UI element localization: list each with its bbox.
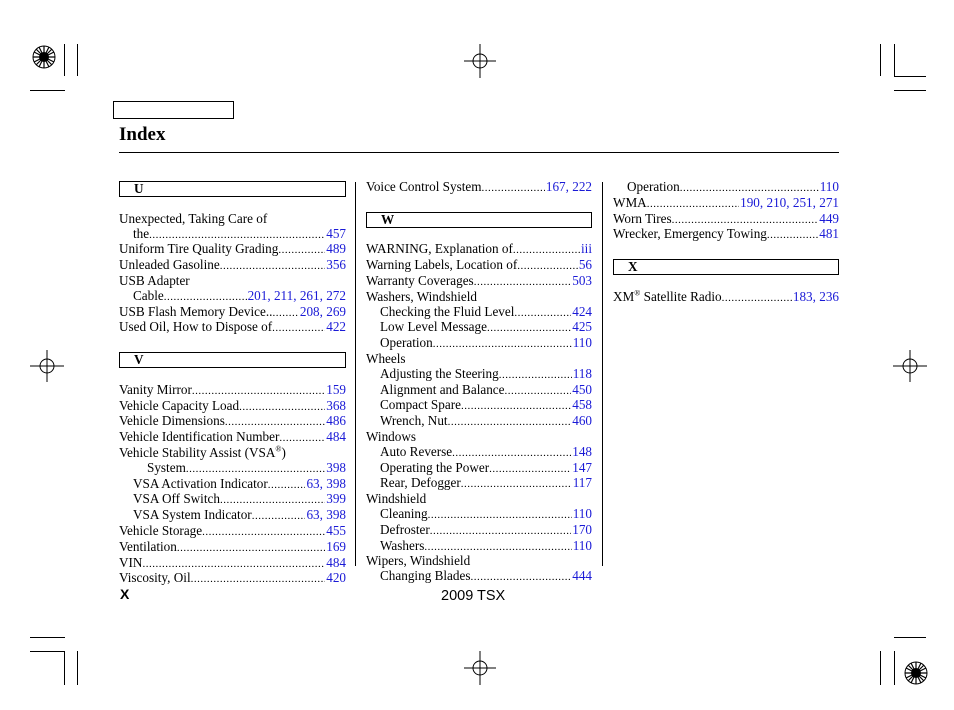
index-entry <box>366 383 592 399</box>
index-entry-text <box>366 258 517 274</box>
index-heading <box>366 352 592 367</box>
page-reference-link[interactable]: 110 <box>572 336 592 351</box>
dot-leader <box>505 383 572 399</box>
spacer <box>366 196 592 211</box>
index-entry-text <box>119 399 239 415</box>
dot-leader <box>225 414 325 430</box>
index-heading-text: Windows <box>366 428 417 444</box>
index-entry-text <box>380 336 433 352</box>
entry-label: VSA System Indicator <box>133 508 252 523</box>
crosshair-icon <box>464 651 496 685</box>
page-reference-link[interactable]: 457 <box>326 226 346 241</box>
column-divider <box>355 182 356 566</box>
entry-label: USB Flash Memory Device.. <box>119 304 273 319</box>
entry-label: Viscosity, Oil <box>119 571 191 586</box>
index-entry <box>119 414 346 430</box>
index-entry <box>366 274 592 290</box>
index-heading <box>119 446 346 461</box>
entry-label: VSA Off Switch <box>133 492 220 507</box>
index-entry-text <box>380 367 499 383</box>
dot-leader <box>487 320 571 336</box>
index-entry-text <box>147 461 186 477</box>
index-entry-text <box>380 445 452 461</box>
dot-leader <box>202 524 325 540</box>
index-entry-text <box>366 274 474 290</box>
dot-leader <box>142 556 325 572</box>
index-heading-suffix: ) <box>281 444 286 460</box>
section-letter-heading: V <box>119 352 346 368</box>
page-reference-link[interactable]: 147 <box>572 460 592 475</box>
index-entry-text <box>119 383 192 399</box>
section-letter-heading: X <box>613 259 839 275</box>
dot-leader <box>461 398 571 414</box>
crosshair-icon <box>893 350 927 382</box>
crosshair-icon <box>464 44 496 78</box>
index-entry-text <box>380 539 424 555</box>
index-heading <box>366 492 592 507</box>
index-entry-text <box>133 477 268 493</box>
index-entry <box>366 569 592 585</box>
index-entry-text <box>380 398 461 414</box>
page-reference-link[interactable]: 425 <box>572 320 592 335</box>
index-entry <box>366 305 592 321</box>
entry-label: Defroster <box>380 522 430 537</box>
index-entry <box>366 258 592 274</box>
dot-leader <box>149 227 325 243</box>
index-entry-text <box>119 242 278 258</box>
dot-leader <box>514 305 571 321</box>
entry-label: XM <box>613 289 635 304</box>
spacer <box>613 275 839 290</box>
index-entry-text <box>119 258 220 274</box>
dot-leader <box>470 569 571 585</box>
index-entry-text <box>627 180 680 196</box>
page-reference-link[interactable]: 110 <box>572 538 592 553</box>
index-entry-text <box>366 180 482 196</box>
entry-label: Vehicle Capacity Load <box>119 398 240 413</box>
page-reference-link[interactable]: 356 <box>326 258 346 273</box>
index-entry-text <box>366 242 513 258</box>
dot-leader <box>722 290 792 306</box>
page-reference-link[interactable]: iii <box>581 242 592 257</box>
dot-leader <box>452 445 571 461</box>
index-entry <box>366 507 592 523</box>
entry-label: Vehicle Storage <box>119 523 203 538</box>
index-entry <box>119 571 346 587</box>
spacer <box>613 243 839 258</box>
index-entry-text <box>613 227 767 243</box>
page-reference-link[interactable]: 420 <box>326 571 346 586</box>
entry-label: Compact Spare <box>380 398 461 413</box>
page-reference-link[interactable]: 190, 210, 251, 271 <box>740 195 839 210</box>
index-heading <box>366 554 592 569</box>
index-column-3 <box>613 180 839 306</box>
index-entry <box>119 320 346 336</box>
title-rule <box>119 152 839 153</box>
index-heading <box>366 290 592 305</box>
index-entry <box>119 383 346 399</box>
dot-leader <box>424 539 571 555</box>
dot-leader <box>428 507 572 523</box>
entry-label: Warning Labels, Location of <box>366 258 518 273</box>
page-reference-link[interactable]: 484 <box>326 555 346 570</box>
dot-leader <box>164 289 247 305</box>
section-letter-heading: U <box>119 181 346 197</box>
entry-label: Used Oil, How to Dispose of <box>119 320 273 335</box>
index-entry-text <box>380 476 461 492</box>
index-entry-text <box>380 461 489 477</box>
index-entry-text <box>133 508 252 524</box>
entry-label: Vanity Mirror <box>119 382 192 397</box>
entry-label: Warranty Coverages <box>366 273 474 288</box>
entry-label: Operation <box>380 336 433 351</box>
crosshair-icon <box>30 350 64 382</box>
dot-leader <box>680 180 819 196</box>
index-entry-text <box>133 227 149 243</box>
entry-label: Cleaning <box>380 506 428 521</box>
page-reference-link[interactable]: 63, 398 <box>306 476 346 491</box>
page-reference-link[interactable]: 450 <box>572 382 592 397</box>
dot-leader <box>272 320 325 336</box>
entry-label: Low Level Message <box>380 320 487 335</box>
spacer <box>119 197 346 212</box>
index-entry <box>366 336 592 352</box>
index-entry-text <box>613 196 647 212</box>
page-reference-link[interactable]: 399 <box>326 492 346 507</box>
dot-leader <box>220 492 325 508</box>
registration-sunburst-icon <box>903 660 929 686</box>
page-reference-link[interactable]: 170 <box>572 522 592 537</box>
page-reference-link[interactable]: 169 <box>326 539 346 554</box>
page-reference-link[interactable]: 159 <box>326 382 346 397</box>
spacer <box>119 368 346 383</box>
page-reference-link[interactable]: 110 <box>572 506 592 521</box>
index-entry <box>366 367 592 383</box>
index-entry-text <box>613 290 722 306</box>
page-reference-link[interactable]: 481 <box>819 227 839 242</box>
index-entry <box>119 242 346 258</box>
index-heading-text: Vehicle Stability Assist (VSA <box>119 444 276 460</box>
index-entry-text <box>133 492 220 508</box>
page-reference-link[interactable]: 484 <box>326 430 346 445</box>
index-entry <box>119 289 346 305</box>
dot-leader <box>474 274 572 290</box>
page-title: Index <box>119 124 166 145</box>
index-entry <box>119 540 346 556</box>
page-reference-link[interactable]: 422 <box>326 320 346 335</box>
index-entry <box>366 320 592 336</box>
footer-model-name: 2009 TSX <box>441 588 506 604</box>
entry-label: the <box>133 226 150 241</box>
entry-label: WMA <box>613 195 647 210</box>
index-heading-text: Wipers, Windshield <box>366 553 471 569</box>
index-entry <box>119 227 346 243</box>
dot-leader <box>272 305 298 321</box>
dot-leader <box>192 383 325 399</box>
page-reference-link[interactable]: 424 <box>572 304 592 319</box>
entry-label: Ventilation <box>119 539 177 554</box>
dot-leader <box>186 461 325 477</box>
index-entry <box>119 492 346 508</box>
section-tab-box <box>113 101 234 119</box>
registered-mark: ® <box>275 444 282 454</box>
registration-sunburst-icon <box>31 44 57 70</box>
page-reference-link[interactable]: 460 <box>572 414 592 429</box>
index-entry <box>613 196 839 212</box>
index-entry-text <box>119 305 272 321</box>
spacer <box>119 336 346 351</box>
dot-leader <box>482 180 545 196</box>
index-heading-text: Wheels <box>366 350 406 366</box>
column-divider <box>602 182 603 566</box>
index-heading-text: Windshield <box>366 491 427 507</box>
dot-leader <box>448 414 572 430</box>
index-heading <box>119 274 346 289</box>
index-entry <box>119 556 346 572</box>
entry-label: Unleaded Gasoline <box>119 258 220 273</box>
dot-leader <box>252 508 306 524</box>
entry-label: VIN <box>119 555 143 570</box>
page-reference-link[interactable]: 201, 211, 261, 272 <box>247 288 346 303</box>
entry-label: Changing Blades <box>380 569 471 584</box>
entry-label: VSA Activation Indicator <box>133 476 268 491</box>
index-entry <box>119 305 346 321</box>
index-entry-text <box>380 305 514 321</box>
index-entry <box>366 476 592 492</box>
index-entry <box>119 477 346 493</box>
dot-leader <box>499 367 572 383</box>
index-heading-text: Washers, Windshield <box>366 288 477 304</box>
entry-label: Vehicle Dimensions <box>119 414 225 429</box>
index-entry-text <box>119 556 142 572</box>
page-reference-link[interactable]: 118 <box>572 366 592 381</box>
index-heading <box>366 430 592 445</box>
entry-label: Auto Reverse <box>380 444 453 459</box>
index-entry-text <box>119 524 202 540</box>
footer-section-letter: X <box>120 586 130 602</box>
index-entry <box>366 461 592 477</box>
page-reference-link[interactable]: 56 <box>578 258 592 273</box>
page-reference-link[interactable]: 110 <box>819 180 839 194</box>
dot-leader <box>220 258 326 274</box>
dot-leader <box>647 196 739 212</box>
index-entry <box>119 524 346 540</box>
entry-label: Operation <box>627 180 680 194</box>
dot-leader <box>177 540 325 556</box>
dot-leader <box>517 258 578 274</box>
index-entry-text <box>380 320 487 336</box>
index-entry <box>366 414 592 430</box>
entry-label: System <box>147 460 186 475</box>
index-entry-text <box>119 571 191 587</box>
page-reference-link[interactable]: 63, 398 <box>306 508 346 523</box>
dot-leader <box>430 523 571 539</box>
dot-leader <box>461 476 572 492</box>
dot-leader <box>278 242 325 258</box>
index-entry-text <box>133 289 164 305</box>
dot-leader <box>672 212 819 228</box>
index-entry <box>366 539 592 555</box>
index-entry <box>119 258 346 274</box>
index-entry <box>119 508 346 524</box>
index-entry <box>366 398 592 414</box>
index-entry-text <box>613 212 672 228</box>
index-entry <box>613 290 839 306</box>
index-entry-text <box>119 414 225 430</box>
registered-mark: ® <box>634 289 641 298</box>
page-reference-link[interactable]: 208, 269 <box>299 304 346 319</box>
index-entry <box>119 461 346 477</box>
index-heading-text: Unexpected, Taking Care of <box>119 210 268 226</box>
index-entry-text <box>380 414 448 430</box>
entry-label: Washers <box>380 538 425 553</box>
index-entry <box>366 242 592 258</box>
page-reference-link[interactable]: 455 <box>326 523 346 538</box>
entry-label: Worn Tires <box>613 211 672 226</box>
entry-label: Vehicle Identification Number <box>119 430 280 445</box>
entry-label: Uniform Tire Quality Grading <box>119 242 279 257</box>
index-column-2 <box>366 180 592 585</box>
page-reference-link[interactable]: 486 <box>326 414 346 429</box>
dot-leader <box>268 477 306 493</box>
page-reference-link[interactable]: 458 <box>572 398 592 413</box>
entry-label: Adjusting the Steering <box>380 366 499 381</box>
page-reference-link[interactable]: 444 <box>572 569 592 584</box>
dot-leader <box>489 461 571 477</box>
dot-leader <box>767 227 818 243</box>
index-entry <box>613 227 839 243</box>
section-letter-heading: W <box>366 212 592 228</box>
dot-leader <box>513 242 580 258</box>
page-reference-link[interactable]: 449 <box>819 211 839 226</box>
index-entry <box>119 399 346 415</box>
dot-leader <box>433 336 572 352</box>
index-entry-text <box>119 430 279 446</box>
dot-leader <box>191 571 326 587</box>
index-entry <box>613 180 839 196</box>
index-heading-text: USB Adapter <box>119 272 190 288</box>
entry-label: Cable <box>133 288 164 303</box>
entry-label: Checking the Fluid Level <box>380 304 515 319</box>
index-entry <box>366 523 592 539</box>
index-entry-text <box>119 540 177 556</box>
page-reference-link[interactable]: 183, 236 <box>792 289 839 304</box>
entry-label: Wrecker, Emergency Towing <box>613 227 767 242</box>
entry-label: Wrench, Nut <box>380 414 448 429</box>
entry-label-continued: Satellite Radio <box>640 289 722 304</box>
index-entry <box>613 212 839 228</box>
index-heading <box>119 212 346 227</box>
index-column-1 <box>119 180 346 587</box>
page-reference-link[interactable]: 503 <box>572 273 592 288</box>
entry-label: Operating the Power <box>380 460 490 475</box>
entry-label: WARNING, Explanation of <box>366 242 513 257</box>
page-reference-link[interactable]: 398 <box>326 460 346 475</box>
dot-leader <box>239 399 325 415</box>
page-reference-link[interactable]: 368 <box>326 398 346 413</box>
spacer <box>366 228 592 243</box>
entry-label: Voice Control System <box>366 180 482 194</box>
entry-label: Rear, Defogger <box>380 476 461 491</box>
index-entry-text <box>380 507 428 523</box>
page-reference-link[interactable]: 117 <box>572 476 592 491</box>
page-reference-link[interactable]: 489 <box>326 242 346 257</box>
page-reference-link[interactable]: 148 <box>572 444 592 459</box>
index-entry <box>366 180 592 196</box>
index-entry <box>366 445 592 461</box>
index-entry <box>119 430 346 446</box>
index-entry-text <box>380 383 505 399</box>
index-entry-text <box>380 523 430 539</box>
dot-leader <box>279 430 325 446</box>
index-entry-text <box>380 569 470 585</box>
page-reference-link[interactable]: 167, 222 <box>545 180 592 194</box>
index-entry-text <box>119 320 272 336</box>
entry-label: Alignment and Balance <box>380 382 505 397</box>
